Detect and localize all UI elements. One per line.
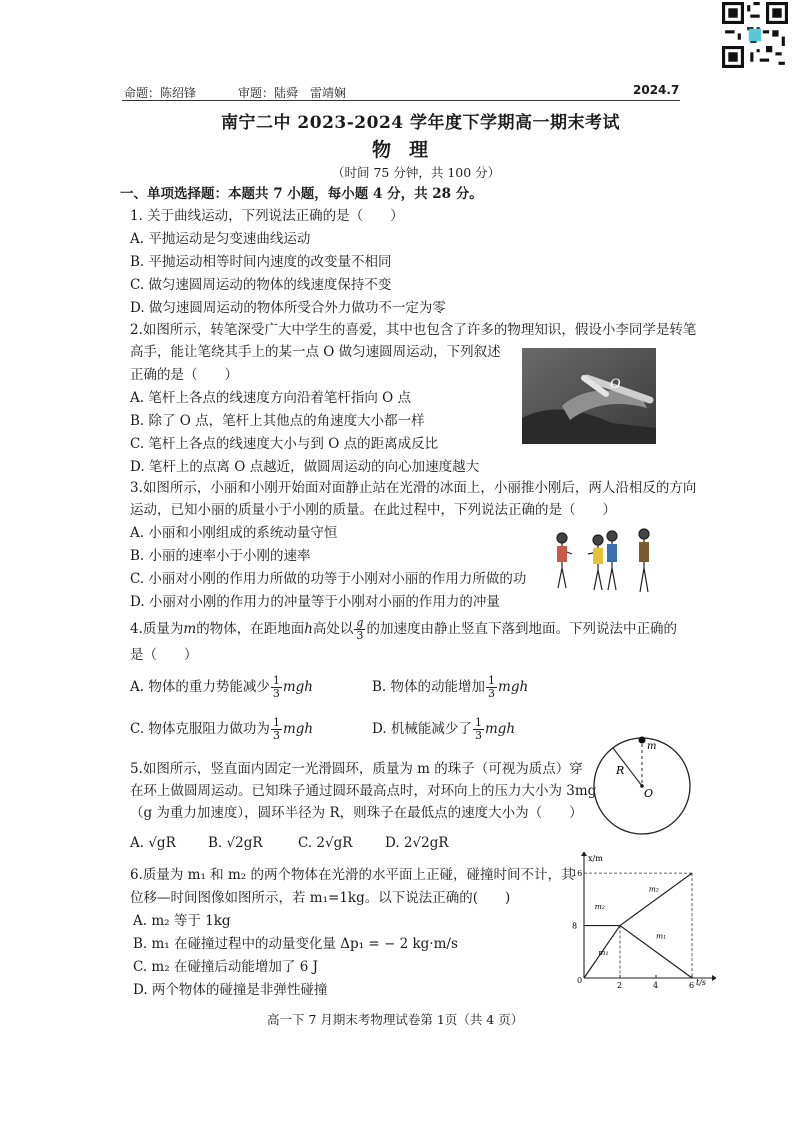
q1-option-d: D. 做匀速圆周运动的物体所受合外力做功不一定为零	[130, 300, 446, 316]
photo-o-label: O	[610, 377, 621, 392]
date: 2024.7	[633, 83, 680, 97]
q6-stem-1: 6.质量为 m₁ 和 m₂ 的两个物体在光滑的水平面上正碰，碰撞时间不计，其	[130, 867, 575, 883]
q4-option-c	[130, 716, 313, 742]
q4-stem-b: 的物体，在距地面	[196, 621, 305, 637]
chart-x-arrow	[712, 975, 716, 981]
chart-origin: 0	[577, 976, 583, 985]
q4-opt-b-mgh: mgh	[498, 679, 529, 695]
q4-opt-d-mgh: mgh	[484, 721, 516, 737]
q5-option-a: A. √gR	[130, 835, 176, 851]
q4-opt-b-num: 1	[488, 674, 496, 687]
q3-stem-1: 3.如图所示，小丽和小刚开始面对面静止站在光滑的冰面上，小丽推小刚后，两人沿相反的方向	[130, 480, 697, 496]
q2-option-d: D. 笔杆上的点离 O 点越近，做圆周运动的向心加速度越大	[130, 459, 480, 475]
skaters-illustration	[552, 526, 656, 600]
chart-ylabel: x/m	[588, 854, 603, 863]
qr-code	[722, 2, 788, 68]
q4-opt-a-text: A. 物体的重力势能减少	[130, 679, 270, 695]
q4-opt-c-num: 1	[272, 716, 280, 729]
q4-m: m	[183, 621, 197, 637]
q4-opt-a-den: 3	[272, 687, 280, 700]
q4-opt-b-den: 3	[488, 687, 496, 700]
ring-diagram	[590, 734, 694, 838]
q4-stem-c: 高处以	[312, 621, 354, 637]
chart-y-tick-label: 16	[572, 869, 583, 879]
q4-stem-2: 是（ ）	[130, 647, 198, 663]
chart-x-tick-label: 4	[653, 981, 659, 988]
q4-opt-c-frac	[271, 717, 282, 742]
q4-opt-c-den: 3	[272, 729, 280, 742]
q4-stem-a: 4.质量为	[130, 621, 184, 637]
q1-stem: 1. 关于曲线运动，下列说法正确的是（ ）	[130, 208, 404, 224]
q6-option-d: D. 两个物体的碰撞是非弹性碰撞	[133, 982, 328, 998]
q1-option-a: A. 平抛运动是匀变速曲线运动	[130, 231, 311, 247]
q4-three: 3	[356, 629, 364, 642]
q2-option-b: B. 除了 O 点，笔杆上其他点的角速度大小都一样	[130, 413, 425, 429]
q4-opt-d-num: 1	[474, 716, 482, 729]
q3-stem-2: 运动，已知小丽的质量小于小刚的质量。在此过程中，下列说法正确的是（ ）	[130, 502, 616, 518]
q5-option-d: D. 2√2gR	[385, 835, 449, 851]
q4-opt-c-text: C. 物体克服阻力做功为	[130, 721, 270, 737]
bead	[639, 737, 646, 744]
q1-option-b: B. 平抛运动相等时间内速度的改变量不相同	[130, 254, 392, 270]
q2-stem-2: 高手，能让笔绕其手上的某一点 O 做匀速圆周运动，下列叙述	[130, 344, 501, 360]
q4-opt-b-frac	[486, 675, 497, 700]
header-rule	[122, 100, 680, 101]
q4-option-b	[372, 674, 528, 700]
page-footer: 高一下 7 月期末考物理试卷第 1页（共 4 页）	[267, 1012, 524, 1027]
author: 命题：陈绍锋	[124, 86, 197, 100]
chart-xlabel: t/s	[696, 978, 707, 987]
chart-label-m2-after: m₂	[648, 884, 659, 894]
q4-h: h	[304, 621, 313, 637]
exam-title: 南宁二中 2023-2024 学年度下学期高一期末考试	[221, 113, 621, 133]
q4-opt-c-mgh: mgh	[282, 721, 314, 737]
q4-g-over-3	[354, 617, 365, 642]
q6-option-c: C. m₂ 在碰撞后动能增加了 6 J	[133, 959, 319, 975]
q5-stem-3: （g 为重力加速度），圆环半径为 R，则珠子在最低点的速度大小为（ ）	[130, 805, 583, 821]
xt-chart	[566, 852, 716, 988]
q3-option-d: D. 小丽对小刚的作用力的冲量等于小刚对小丽的作用力的冲量	[130, 594, 500, 610]
q4-stem-d: 的加速度由静止竖直下落到地面。下列说法中正确的	[366, 621, 677, 637]
q3-option-c: C. 小丽对小刚的作用力所做的功等于小刚对小丽的作用力所做的功	[130, 571, 527, 587]
q4-opt-d-frac	[473, 717, 484, 742]
time-info: （时间 75 分钟，共 100 分）	[332, 165, 501, 180]
q2-option-c: C. 笔杆上各点的线速度大小与到 O 点的距离成反比	[130, 436, 439, 452]
q4-opt-d-text: D. 机械能减少了	[372, 721, 472, 737]
chart-y-arrow	[581, 852, 587, 856]
q3-option-a: A. 小丽和小刚组成的系统动量守恒	[130, 525, 338, 541]
q5-stem-1: 5.如图所示，竖直面内固定一光滑圆环，质量为 m 的珠子（可视为质点）穿	[130, 761, 583, 777]
section-heading: 一、单项选择题：本题共 7 小题，每小题 4 分，共 28 分。	[120, 186, 483, 202]
q2-option-a: A. 笔杆上各点的线速度方向沿着笔杆指向 O 点	[130, 390, 411, 406]
q4-stem-1	[130, 616, 677, 642]
q2-stem-1: 2.如图所示，转笔深受广大中学生的喜爱，其中也包含了许多的物理知识，假设小李同学是转笔	[130, 322, 697, 338]
chart-x-tick-label: 2	[617, 981, 623, 988]
q1-option-c: C. 做匀速圆周运动的物体的线速度保持不变	[130, 277, 392, 293]
subject: 物理	[372, 139, 447, 161]
pen-spinning-photo	[522, 348, 656, 444]
reviewer: 审题：陆舜 雷靖娴	[238, 86, 347, 100]
q4-opt-a-num: 1	[272, 674, 280, 687]
q4-g: g	[356, 616, 364, 629]
chart-label-m2-before: m₂	[594, 902, 605, 912]
chart-x-tick-label: 6	[689, 981, 695, 988]
q6-option-a: A. m₂ 等于 1kg	[133, 913, 231, 929]
ring-m-label: m	[647, 741, 657, 752]
q5-option-b: B. √2gR	[208, 835, 263, 851]
chart-series-line	[584, 873, 692, 925]
ring-o-label: O	[644, 787, 654, 800]
q3-option-b: B. 小丽的速率小于小刚的速率	[130, 548, 311, 564]
q6-stem-2: 位移—时间图像如图所示，若 m₁=1kg。以下说法正确的( )	[130, 890, 511, 906]
q4-option-a	[130, 674, 313, 700]
q4-option-d	[372, 716, 515, 742]
chart-label-m1-before: m₁	[598, 948, 609, 958]
q5-option-c: C. 2√gR	[298, 835, 353, 851]
ring-r-label: R	[616, 764, 625, 777]
q4-opt-b-text: B. 物体的动能增加	[372, 679, 486, 695]
chart-y-tick-label: 8	[572, 921, 578, 931]
q4-opt-a-frac	[271, 675, 282, 700]
q2-stem-3: 正确的是（ ）	[130, 367, 238, 383]
q4-opt-a-mgh: mgh	[282, 679, 313, 695]
q4-opt-d-den: 3	[474, 729, 482, 742]
q6-option-b: B. m₁ 在碰撞过程中的动量变化量 Δp₁ = − 2 kg·m/s	[133, 936, 458, 952]
q5-stem-2: 在环上做圆周运动。已知珠子通过圆环最高点时，对环向上的压力大小为 3mg	[130, 783, 597, 799]
chart-label-m1-after: m₁	[656, 931, 667, 941]
